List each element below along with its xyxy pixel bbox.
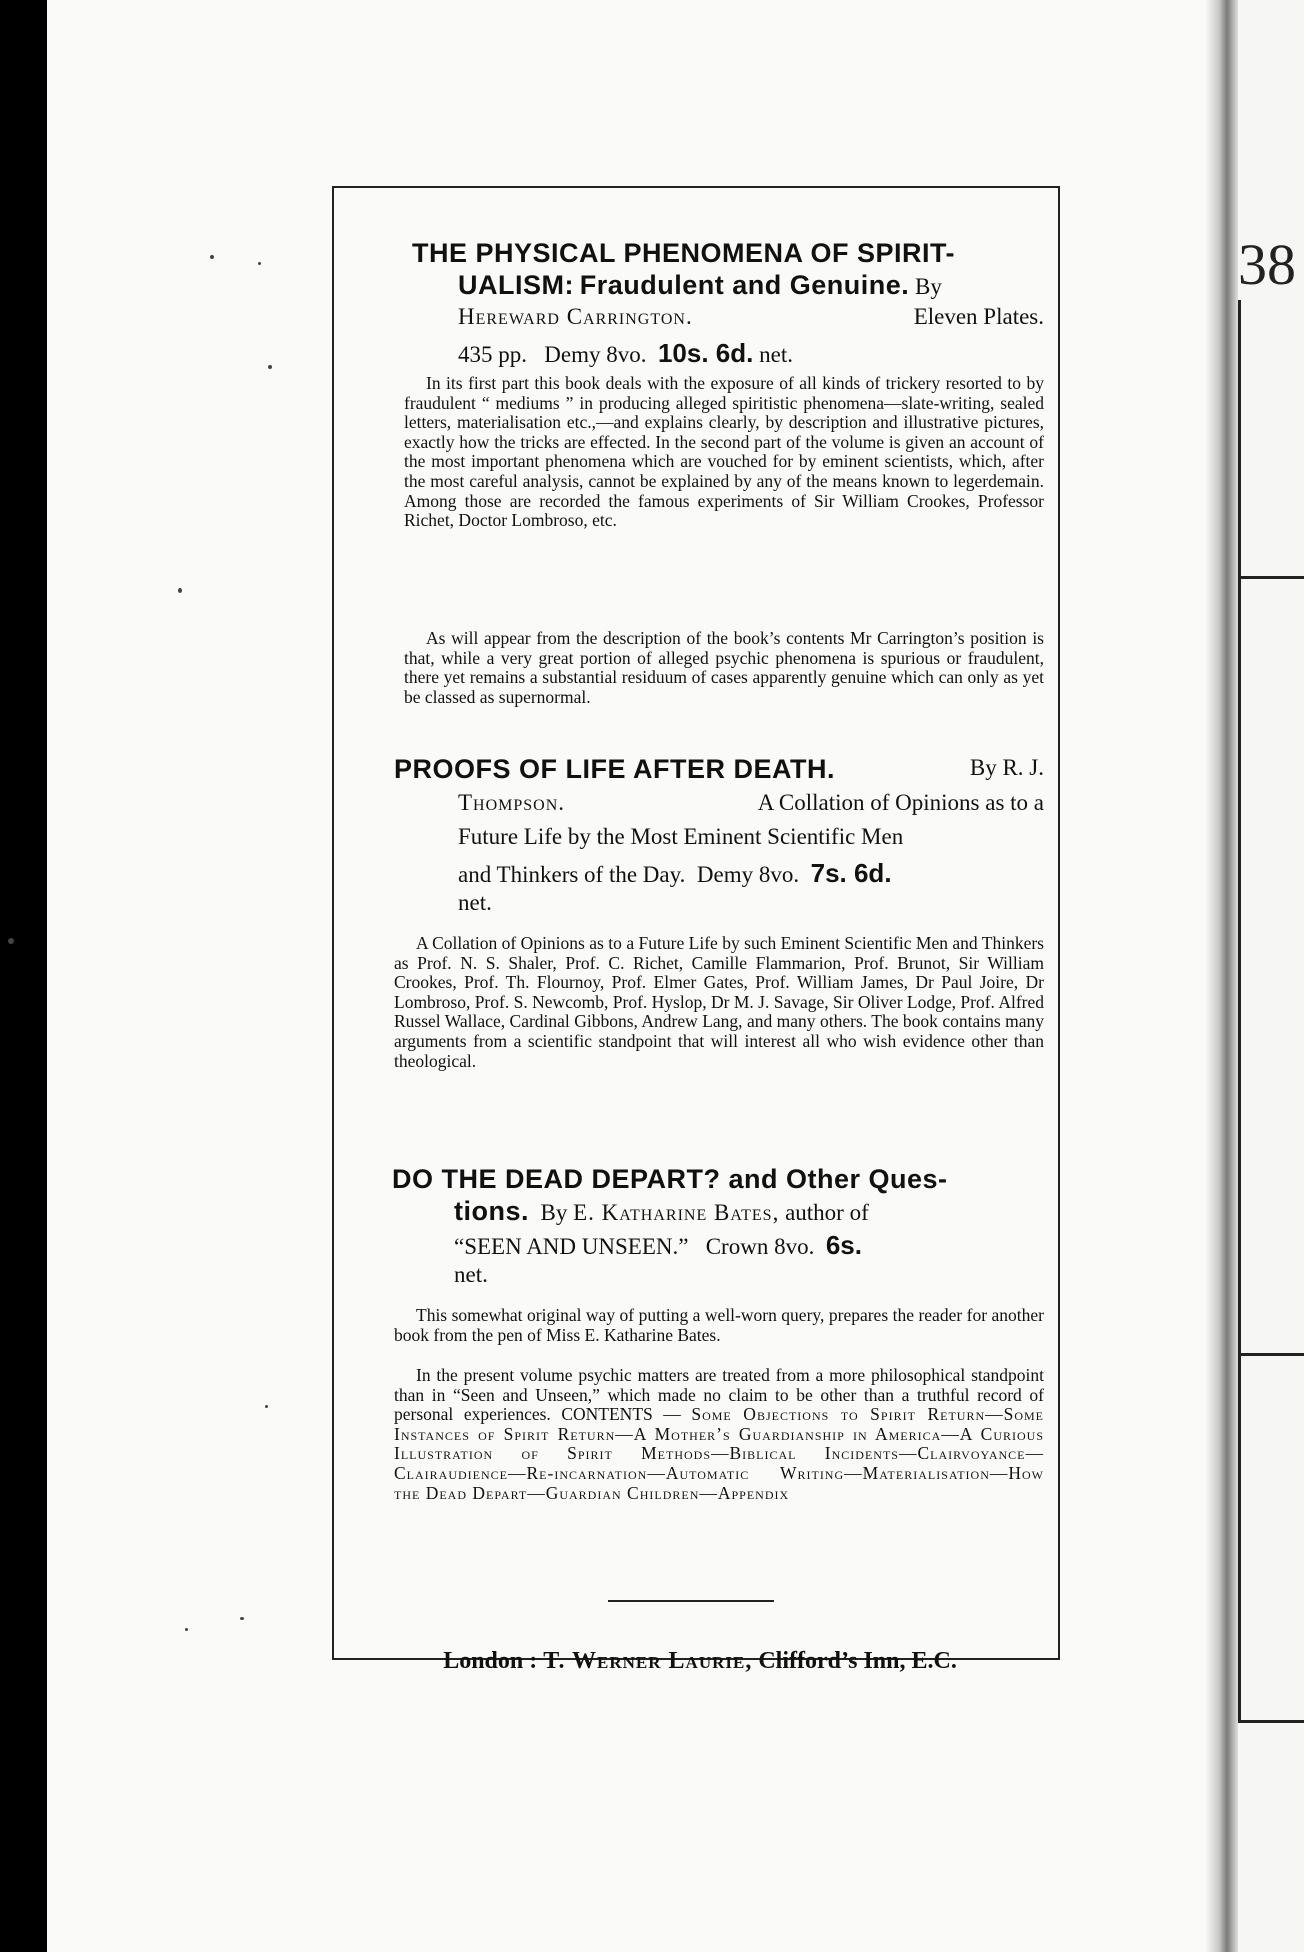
book-title: THE PHYSICAL PHENOMENA OF SPIRIT- [412,238,956,268]
book-description: A Collation of Opinions as to a Future Life by such Eminent Scientific Men and Thinkers as Prof. N. S. Shaler, Prof. C. Richet, Camille Flammarion, Prof. Brunot, Sir William Crookes, Prof. Th. Flournoy, Prof. Elmer Gates, Prof. William James, Dr Paul Joire, Dr Lombroso, Prof. S. Newcomb, Prof. Hyslop, Dr M. J. Savage, Sir Oliver Lodge, Prof. Alfred Russel Wallace, Cardinal Gibbons, Andrew Lang, and many others. The book contains many arguments from a scientific standpoint that will interest all who wish evidence other than theological. [394,933,1044,1071]
book-author-of: author of [785,1200,869,1225]
book-details-line [458,338,793,369]
book-description-intro: In the present volume psychic matters are treated from a more philosophical standpoint than in “Seen and Unseen,” which made no claim to be other than a truthful record of personal experiences. [394,1365,1044,1425]
book-details-line [458,858,892,889]
book-price: 10s. 6d. [657,338,754,368]
speck [210,255,214,259]
book-subtitle: and Thinkers of the Day. [458,862,686,887]
by-label: By [915,274,942,299]
next-page-rule [1238,1720,1304,1723]
speck [268,365,272,369]
book-subtitle-line [458,270,942,301]
book-description: In its first part this book deals with the exposure of all kinds of trickery resorted to by fraudulent “ mediums ” in producing alleged spiritistic phenomena—slate-writing, sealed letters, materialisation etc.,—and explains clearly, by description and illustrative pictures, exactly how the tricks are effected. In the second part of the volume is given an account of the most important phenomena which are vouched for by eminent scientists, which, after the most careful analysis, cannot be explained by any of the means known to legerdemain. Among those are recorded the famous experiments of Sir William Crookes, Professor Richet, Doctor Lombroso, etc. [404,373,1044,531]
book-author-line [458,790,1044,816]
imprint-city: London : [443,1648,538,1674]
book-title-continued: UALISM: [458,270,574,300]
book-net: net. [759,342,793,367]
imprint-publisher: T. Werner Laurie, [543,1648,753,1674]
speck [8,938,14,944]
book-author: E. Katharine Bates, [573,1200,780,1225]
by-label: By [540,1200,568,1225]
book-price: 6s. [825,1230,862,1260]
contents-list: Some Objections to Spirit Return—Some Instances of Spirit Return—A Mother’s Guardianship in America—A Curious Illustration of Spirit Methods—Biblical Incidents—Clairvoyance—Clairaudience—Re-incarnation—Automatic Writing—Materialisation—How the Dead Depart—Guardian Children—Appendix [394,1404,1045,1503]
book-format: Demy 8vo. [696,862,800,887]
contents-label: CONTENTS — [561,1404,681,1425]
publisher-imprint [368,1648,1032,1675]
book-author-line [458,304,1044,330]
book-other-work: “SEEN AND UNSEEN.” [454,1234,689,1259]
next-page-edge [1238,0,1304,1952]
book-subtitle: A Collation of Opinions as to a [757,790,1044,815]
book-author-line [454,1196,869,1227]
by-label: By R. J. [969,755,1044,780]
speck [265,1405,268,1408]
speck [258,262,261,265]
imprint-address: Clifford’s Inn, E.C. [758,1648,957,1674]
next-page-rule [1238,576,1304,579]
speck [240,1617,244,1620]
book-format: Demy 8vo. [544,342,647,367]
book-title-continued: tions. [454,1196,529,1226]
speck [178,588,182,593]
speck [185,1628,188,1631]
book-subtitle: Fraudulent and Genuine. [579,270,910,300]
book-description [394,1366,1044,1503]
book-title: PROOFS OF LIFE AFTER DEATH. [394,754,835,784]
book-pages: 435 pp. [458,342,527,367]
next-page-rule [1238,300,1241,1720]
book-net: net. [458,890,492,915]
book-description: As will appear from the description of the book’s contents Mr Carrington’s position is that, while a very great portion of alleged psychic phenomena is spurious or fraudulent, there yet remains a substantial residuum of cases apparently genuine which can only as yet be classed as supernormal. [404,628,1044,707]
next-page-rule [1238,1353,1304,1356]
book-format: Crown 8vo. [705,1234,815,1259]
book-author: Hereward Carrington. [458,304,693,329]
advertisement-frame [332,186,1060,1674]
book-title: DO THE DEAD DEPART? and Other Ques- [392,1164,948,1194]
book-details-line [454,1230,862,1261]
book-plates: Eleven Plates. [913,304,1044,329]
book-subtitle: Future Life by the Most Eminent Scientific Men [458,824,904,849]
next-page-fragment: 38 [1238,232,1296,297]
book-net: net. [454,1262,488,1287]
divider-rule [608,1600,774,1602]
book-description: This somewhat original way of putting a well-worn query, prepares the reader for another book from the pen of Miss E. Katharine Bates. [394,1305,1044,1345]
book-author: Thompson. [458,790,566,815]
book-price: 7s. 6d. [810,858,892,888]
